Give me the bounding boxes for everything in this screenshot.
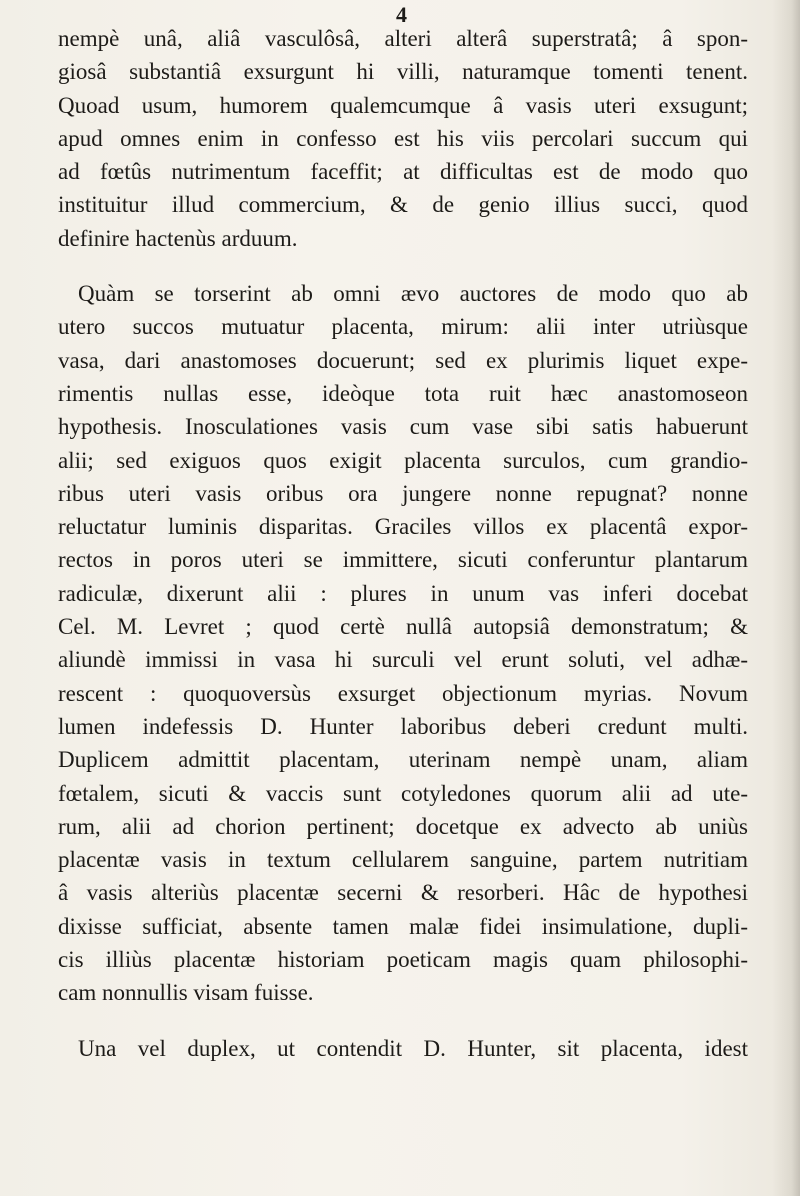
text-line: utero succos mutuatur placenta, mirum: alii inter utriùsque (58, 314, 748, 340)
page-number: 4 (396, 2, 407, 27)
text-line: Duplicem admittit placentam, uterinam nempè unam, aliam (58, 747, 748, 773)
text-line: aliundè immissi in vasa hi surculi vel erunt soluti, vel adhæ- (58, 647, 748, 673)
text-line: instituitur illud commercium, & de genio illius succi, quod (58, 192, 748, 218)
text-line: cis illiùs placentæ historiam poeticam magis quam philosophi- (58, 947, 748, 973)
text-line: vasa, dari anastomoses docuerunt; sed ex plurimis liquet expe- (58, 347, 748, 373)
text-line: definire hactenùs arduum. (58, 225, 298, 251)
text-line: Cel. M. Levret ; quod certè nullâ autopsiâ demonstratum; & (58, 614, 748, 640)
text-line: rum, alii ad chorion pertinent; docetque ex advecto ab uniùs (58, 813, 748, 839)
text-line: fœtalem, sicuti & vaccis sunt cotyledones quorum alii ad ute- (58, 780, 748, 806)
text-line: rectos in poros uteri se immittere, sicuti conferuntur plantarum (58, 547, 748, 573)
text-line: ribus uteri vasis oribus ora jungere nonne repugnat? nonne (58, 480, 748, 506)
text-line: reluctatur luminis disparitas. Graciles villos ex placentâ expor- (58, 514, 748, 540)
text-line: â vasis alteriùs placentæ secerni & resorberi. Hâc de hypothesi (58, 880, 748, 906)
text-line: alii; sed exiguos quos exigit placenta surculos, cum grandio- (58, 447, 748, 473)
text-line: hypothesis. Inosculationes vasis cum vase sibi satis habuerunt (58, 414, 748, 440)
text-line: ad fœtûs nutrimentum faceffit; at difficultas est de modo quo (58, 159, 748, 185)
text-line: Una vel duplex, ut contendit D. Hunter, sit placenta, idest (78, 1035, 748, 1061)
text-line: giosâ substantiâ exsurgunt hi villi, naturamque tomenti tenent. (58, 59, 748, 85)
text-line: placentæ vasis in textum cellularem sanguine, partem nutritiam (58, 847, 748, 873)
text-line: lumen indefessis D. Hunter laboribus deberi credunt multi. (58, 713, 748, 739)
page-body (58, 22, 748, 1065)
paragraph-2 (58, 277, 748, 1010)
text-line: dixisse sufficiat, absente tamen malæ fidei insimulatione, dupli- (58, 913, 748, 939)
page-edge-shadow (772, 0, 800, 1196)
text-line: nempè unâ, aliâ vasculôsâ, alteri alterâ superstratâ; â spon- (58, 26, 748, 51)
paragraph-1 (58, 22, 748, 255)
text-line: rescent : quoquoversùs exsurget objectionum myrias. Novum (58, 680, 748, 706)
text-line: Quoad usum, humorem qualemcumque â vasis uteri exsugunt; (58, 92, 748, 118)
text-line: apud omnes enim in confesso est his viis percolari succum qui (58, 125, 748, 151)
text-line: cam nonnullis visam fuisse. (58, 980, 314, 1006)
text-line: rimentis nullas esse, ideòque tota ruit hæc anastomoseon (58, 380, 748, 406)
text-line: radiculæ, dixerunt alii : plures in unum vas inferi docebat (58, 580, 748, 606)
text-line: Quàm se torserint ab omni ævo auctores de modo quo ab (78, 281, 748, 307)
paragraph-3 (58, 1032, 748, 1065)
